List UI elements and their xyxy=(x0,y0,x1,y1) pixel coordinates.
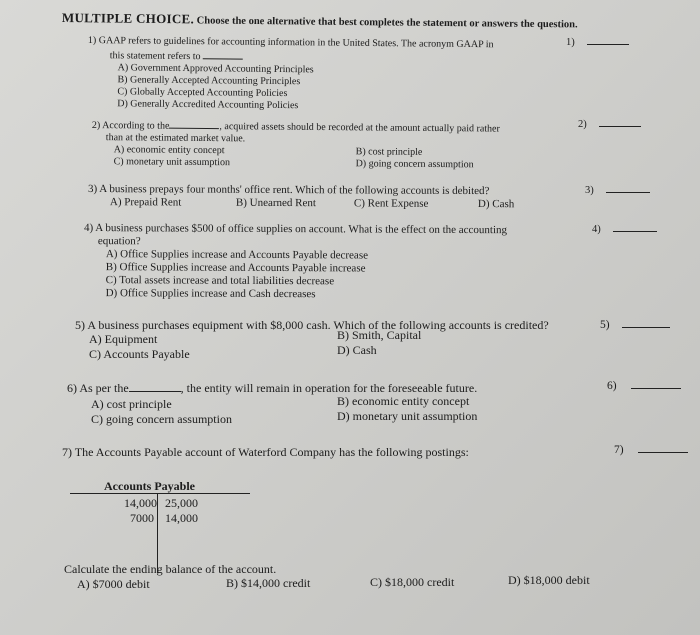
q1-option-a[interactable]: A) Government Approved Accounting Principles xyxy=(117,62,314,76)
question-4 xyxy=(84,222,507,302)
q1-option-d[interactable]: D) Generally Accredited Accounting Policies xyxy=(117,98,299,112)
q4-answer[interactable] xyxy=(592,221,657,235)
q7-option-c[interactable]: C) $18,000 credit xyxy=(370,575,455,589)
q4-option-c[interactable]: C) Total assets increase and total liabilities decrease xyxy=(105,274,335,288)
q4-answer-label: 4) xyxy=(592,224,601,235)
q3-option-b[interactable]: B) Unearned Rent xyxy=(235,196,316,210)
t-account-debit-1: 14,000 xyxy=(124,496,157,510)
q1-option-b[interactable]: B) Generally Accepted Accounting Principles xyxy=(117,74,301,88)
q6-blank xyxy=(129,381,181,392)
q6-stem-post: , the entity will remain in operation for the foreseeable future. xyxy=(180,381,478,395)
q4-option-d[interactable]: D) Office Supplies increase and Cash decreases xyxy=(105,287,316,301)
section-title: MULTIPLE CHOICE. xyxy=(61,10,195,27)
q5-answer[interactable] xyxy=(600,317,670,331)
q5-option-d[interactable]: D) Cash xyxy=(337,343,377,357)
q5-option-b[interactable]: B) Smith, Capital xyxy=(337,328,422,342)
t-account-vertical xyxy=(157,493,158,573)
q2-stem-post: , acquired assets should be recorded at the amount actually paid rather xyxy=(219,121,500,135)
q2-option-c[interactable]: C) monetary unit assumption xyxy=(113,156,231,169)
t-account-credit-2: 14,000 xyxy=(165,511,198,525)
q3-option-c[interactable]: C) Rent Expense xyxy=(353,197,429,210)
q7-answer-label: 7) xyxy=(614,444,624,456)
q1-stem: GAAP refers to guidelines for accounting information in the United States. The acronym GAAP in xyxy=(98,35,494,51)
q4-options xyxy=(84,248,507,302)
q7-question: Calculate the ending balance of the account. xyxy=(64,562,277,576)
q1-option-c[interactable]: C) Globally Accepted Accounting Policies xyxy=(117,86,288,100)
q7-option-a[interactable]: A) $7000 debit xyxy=(77,577,150,591)
question-1 xyxy=(87,35,493,114)
question-2 xyxy=(92,117,500,174)
t-account-title: Accounts Payable xyxy=(104,479,195,493)
q2-blank xyxy=(169,118,219,129)
question-7-stem: 7) The Accounts Payable account of Waterford Company has the following postings: xyxy=(62,445,469,459)
q1-number: 1) xyxy=(87,35,97,47)
q5-answer-label: 5) xyxy=(600,319,610,331)
q7-option-d[interactable]: D) $18,000 debit xyxy=(508,573,590,587)
q6-option-c[interactable]: C) going concern assumption xyxy=(91,412,232,426)
q1-blank xyxy=(203,48,243,59)
t-account-debit-2: 7000 xyxy=(130,511,154,525)
q2-option-d[interactable]: D) going concern assumption xyxy=(355,158,474,171)
q2-option-a[interactable]: A) economic entity concept xyxy=(113,144,225,157)
q6-answer-label: 6) xyxy=(607,380,617,392)
q3-stem: 3) A business prepays four months' office rent. Which of the following accounts is debited? xyxy=(87,183,490,198)
q5-option-a[interactable]: A) Equipment xyxy=(89,332,158,346)
q2-answer[interactable] xyxy=(578,116,641,130)
q7-option-b[interactable]: B) $14,000 credit xyxy=(226,576,311,590)
section-header xyxy=(62,10,578,31)
q6-answer-blank[interactable] xyxy=(631,378,681,389)
q6-option-d[interactable]: D) monetary unit assumption xyxy=(337,409,478,423)
t-account-horizontal xyxy=(70,493,250,494)
q6-option-a[interactable]: A) cost principle xyxy=(91,397,172,411)
q2-answer-blank[interactable] xyxy=(599,116,641,127)
q3-answer-label: 3) xyxy=(585,185,594,196)
q3-option-d[interactable]: D) Cash xyxy=(477,198,515,211)
q5-answer-blank[interactable] xyxy=(622,317,670,328)
q1-options xyxy=(87,62,493,114)
q7-answer[interactable] xyxy=(614,442,688,456)
q1-stem-cont: this statement refers to xyxy=(109,50,201,63)
q1-answer[interactable] xyxy=(566,34,629,48)
q1-answer-blank[interactable] xyxy=(587,34,629,45)
q6-stem-pre: 6) As per the xyxy=(67,381,129,395)
q2-stem-pre: 2) According to the xyxy=(91,119,170,132)
q3-answer[interactable] xyxy=(585,182,650,196)
question-3 xyxy=(87,183,515,212)
q3-option-a[interactable]: A) Prepaid Rent xyxy=(109,196,182,209)
q4-option-b[interactable]: B) Office Supplies increase and Accounts Payable increase xyxy=(105,261,366,275)
q4-option-a[interactable]: A) Office Supplies increase and Accounts Payable decrease xyxy=(105,248,369,262)
q2-stem-cont: than at the estimated market value. xyxy=(105,132,246,145)
t-account-credit-1: 25,000 xyxy=(165,496,198,510)
q4-stem: 4) A business purchases $500 of office supplies on account. What is the effect on the accounting xyxy=(83,222,508,237)
question-5 xyxy=(75,318,549,360)
q5-stem: 5) A business purchases equipment with $8,000 cash. Which of the following accounts is credited? xyxy=(75,318,549,332)
q4-stem-cont: equation? xyxy=(97,235,141,248)
section-instruction: Choose the one alternative that best completes the statement or answers the question. xyxy=(196,15,578,31)
q7-answer-blank[interactable] xyxy=(638,442,688,453)
q5-option-c[interactable]: C) Accounts Payable xyxy=(89,347,190,361)
q4-answer-blank[interactable] xyxy=(613,221,657,232)
q2-answer-label: 2) xyxy=(578,119,587,130)
q6-option-b[interactable]: B) economic entity concept xyxy=(337,394,470,408)
question-6 xyxy=(67,381,477,425)
q1-answer-label: 1) xyxy=(566,37,575,48)
q2-option-b[interactable]: B) cost principle xyxy=(355,146,423,158)
q6-answer[interactable] xyxy=(607,378,681,392)
q3-answer-blank[interactable] xyxy=(606,182,650,193)
